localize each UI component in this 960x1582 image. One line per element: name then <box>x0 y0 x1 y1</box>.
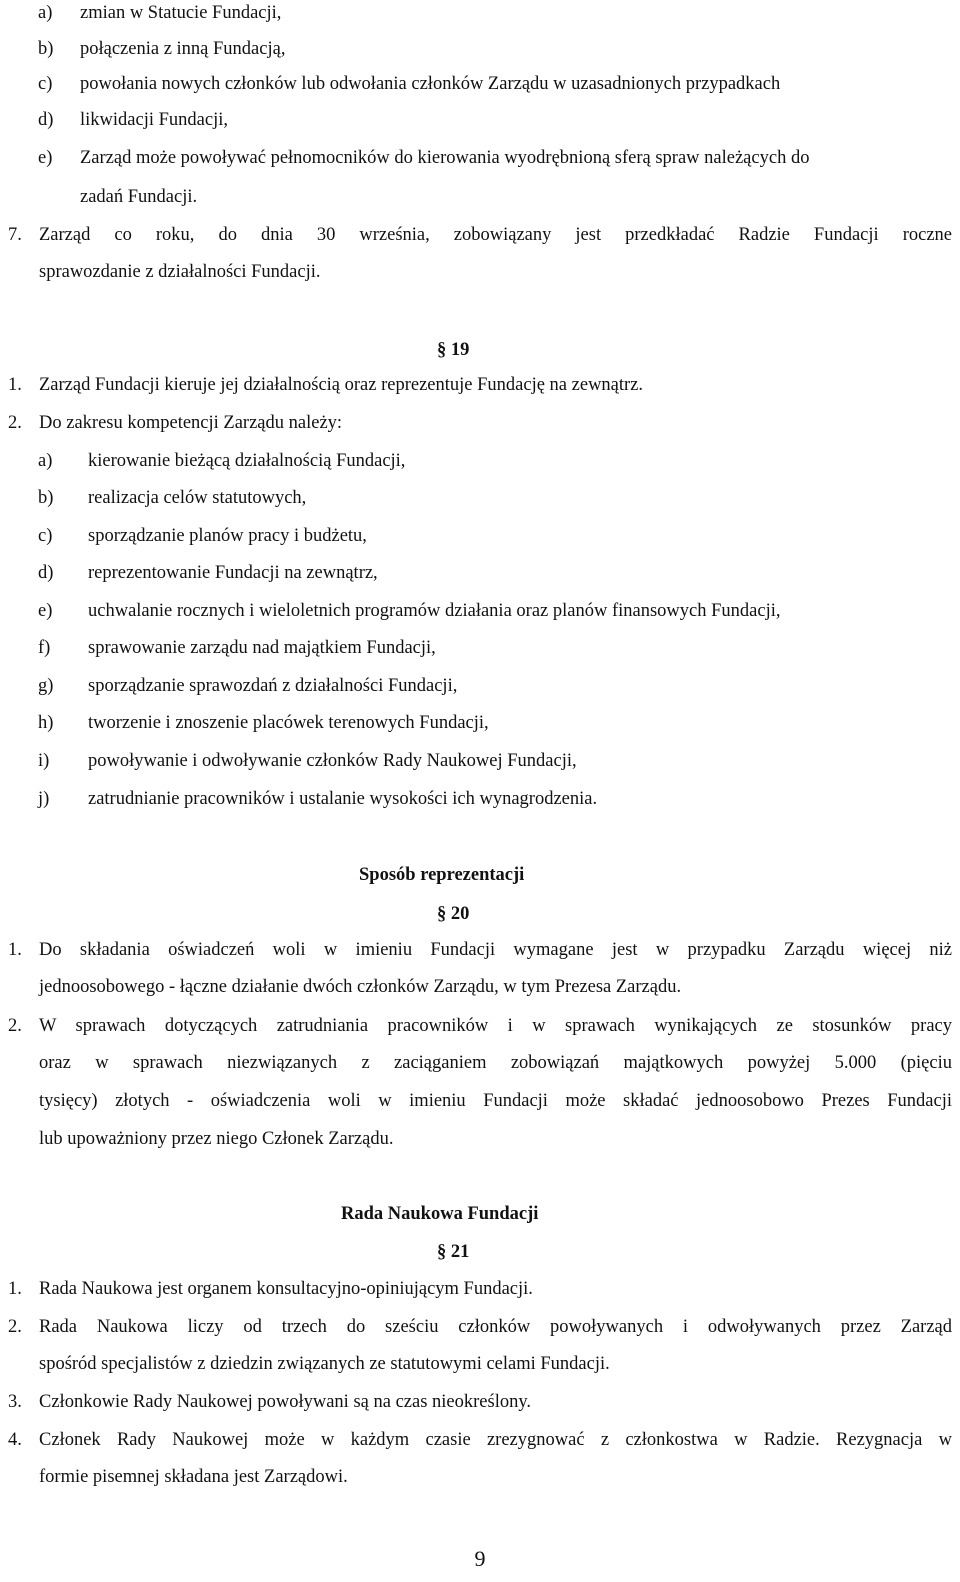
paragraph-4-continuation <box>0 1464 960 1490</box>
item-text: realizacja celów statutowych, <box>88 488 307 508</box>
section-symbol-row <box>0 1239 960 1265</box>
paragraph-text: oraz w sprawach niezwiązanych z zaciąganiem zobowiązań majątkowych powyżej 5.000 (pięciu <box>39 1053 952 1073</box>
paragraph-text: Zarząd Fundacji kieruje jej działalnością oraz reprezentuje Fundację na zewnątrz. <box>39 375 644 395</box>
list-item <box>0 710 960 736</box>
item-label: c) <box>38 526 53 546</box>
section-symbol: § 20 <box>437 904 470 924</box>
section-symbol-row <box>0 901 960 927</box>
paragraph-2-continuation <box>0 1050 960 1076</box>
item-text: zatrudnianie pracowników i ustalanie wysokości ich wynagrodzenia. <box>88 789 598 809</box>
paragraph-1 <box>0 372 960 398</box>
paragraph-4 <box>0 1427 960 1453</box>
paragraph-text: formie pisemnej składana jest Zarządowi. <box>39 1467 348 1487</box>
list-item <box>0 635 960 661</box>
item-label: c) <box>38 74 53 94</box>
paragraph-number: 4. <box>8 1430 22 1450</box>
paragraph-1 <box>0 937 960 963</box>
item-text: zmian w Statucie Fundacji, <box>80 3 282 23</box>
page-number: 9 <box>474 1546 486 1571</box>
item-text: tworzenie i znoszenie placówek terenowych Fundacji, <box>88 713 489 733</box>
paragraph-2 <box>0 410 960 436</box>
paragraph-text: tysięcy) złotych - oświadczenia woli w imieniu Fundacji może składać jednoosobowo Prezes Fundacji <box>39 1091 952 1111</box>
paragraph-text: Członkowie Rady Naukowej powoływani są na czas nieokreślony. <box>39 1392 532 1412</box>
item-text: sporządzanie sprawozdań z działalności Fundacji, <box>88 676 458 696</box>
item-text: reprezentowanie Fundacji na zewnątrz, <box>88 563 378 583</box>
paragraph-number: 7. <box>8 225 22 245</box>
item-label: g) <box>38 676 54 696</box>
paragraph-7 <box>0 222 960 248</box>
list-item <box>0 448 960 474</box>
item-label: a) <box>38 3 53 23</box>
paragraph-number: 3. <box>8 1392 22 1412</box>
paragraph-1 <box>0 1276 960 1302</box>
list-item <box>0 598 960 624</box>
list-item <box>0 786 960 812</box>
item-label: b) <box>38 488 54 508</box>
item-label: j) <box>38 789 50 809</box>
paragraph-text: Do zakresu kompetencji Zarządu należy: <box>39 413 343 433</box>
paragraph-7-continuation <box>0 259 960 285</box>
item-text: kierowanie bieżącą działalnością Fundacji, <box>88 451 406 471</box>
list-item <box>0 107 960 133</box>
paragraph-2-continuation <box>0 1351 960 1377</box>
paragraph-text: W sprawach dotyczących zatrudniania pracowników i w sprawach wynikających ze stosunków pracy <box>39 1016 952 1036</box>
list-item <box>0 523 960 549</box>
paragraph-text: Zarząd co roku, do dnia 30 września, zobowiązany jest przedkładać Radzie Fundacji roczne <box>39 225 952 245</box>
item-text: powoływanie i odwoływanie członków Rady Naukowej Fundacji, <box>88 751 577 771</box>
paragraph-1-continuation <box>0 974 960 1000</box>
paragraph-text: sprawozdanie z działalności Fundacji. <box>39 262 321 282</box>
paragraph-number: 1. <box>8 1279 22 1299</box>
list-item <box>0 485 960 511</box>
item-text: połączenia z inną Fundacją, <box>80 39 286 59</box>
item-text: zadań Fundacji. <box>80 187 198 207</box>
list-item <box>0 71 960 97</box>
paragraph-2 <box>0 1314 960 1340</box>
list-item <box>0 560 960 586</box>
paragraph-2 <box>0 1013 960 1039</box>
item-label: e) <box>38 148 53 168</box>
paragraph-2-continuation <box>0 1126 960 1152</box>
paragraph-number: 2. <box>8 1016 22 1036</box>
list-item-continuation <box>0 184 960 210</box>
item-text: sprawowanie zarządu nad majątkiem Fundacji, <box>88 638 436 658</box>
item-text: sporządzanie planów pracy i budżetu, <box>88 526 367 546</box>
list-item <box>0 673 960 699</box>
paragraph-text: Rada Naukowa liczy od trzech do sześciu członków powoływanych i odwoływanych przez Zarząd <box>39 1317 952 1337</box>
paragraph-number: 2. <box>8 413 22 433</box>
paragraph-2-continuation <box>0 1088 960 1114</box>
paragraph-number: 1. <box>8 375 22 395</box>
item-label: b) <box>38 39 54 59</box>
list-item <box>0 145 960 171</box>
section-heading: Sposób reprezentacji <box>359 865 525 885</box>
item-label: e) <box>38 601 53 621</box>
section-heading: Rada Naukowa Fundacji <box>341 1204 539 1224</box>
paragraph-number: 2. <box>8 1317 22 1337</box>
section-heading-row <box>0 1201 960 1227</box>
section-symbol-row <box>0 337 960 363</box>
paragraph-3 <box>0 1389 960 1415</box>
list-item <box>0 748 960 774</box>
item-label: h) <box>38 713 54 733</box>
item-label: i) <box>38 751 50 771</box>
item-label: d) <box>38 563 54 583</box>
paragraph-text: spośród specjalistów z dziedzin związanych ze statutowymi celami Fundacji. <box>39 1354 610 1374</box>
list-item <box>0 36 960 62</box>
paragraph-text: Członek Rady Naukowej może w każdym czasie zrezygnować z członkostwa w Radzie. Rezygnacja w <box>39 1430 952 1450</box>
section-symbol: § 19 <box>437 340 470 360</box>
item-text: uchwalanie rocznych i wieloletnich programów działania oraz planów finansowych Fundacji, <box>88 601 781 621</box>
item-text: likwidacji Fundacji, <box>80 110 228 130</box>
item-text: powołania nowych członków lub odwołania członków Zarządu w uzasadnionych przypadkach <box>80 74 781 94</box>
item-text: Zarząd może powoływać pełnomocników do kierowania wyodrębnioną sferą spraw należących do <box>80 148 810 168</box>
paragraph-number: 1. <box>8 940 22 960</box>
paragraph-text: Do składania oświadczeń woli w imieniu Fundacji wymagane jest w przypadku Zarządu więcej niż <box>39 940 952 960</box>
paragraph-text: Rada Naukowa jest organem konsultacyjno-opiniującym Fundacji. <box>39 1279 533 1299</box>
paragraph-text: lub upoważniony przez niego Członek Zarządu. <box>39 1129 394 1149</box>
item-label: a) <box>38 451 53 471</box>
item-label: d) <box>38 110 54 130</box>
list-item <box>0 0 960 26</box>
section-symbol: § 21 <box>437 1242 470 1262</box>
item-label: f) <box>38 638 51 658</box>
section-heading-row <box>0 862 960 888</box>
paragraph-text: jednoosobowego - łączne działanie dwóch członków Zarządu, w tym Prezesa Zarządu. <box>39 977 682 997</box>
